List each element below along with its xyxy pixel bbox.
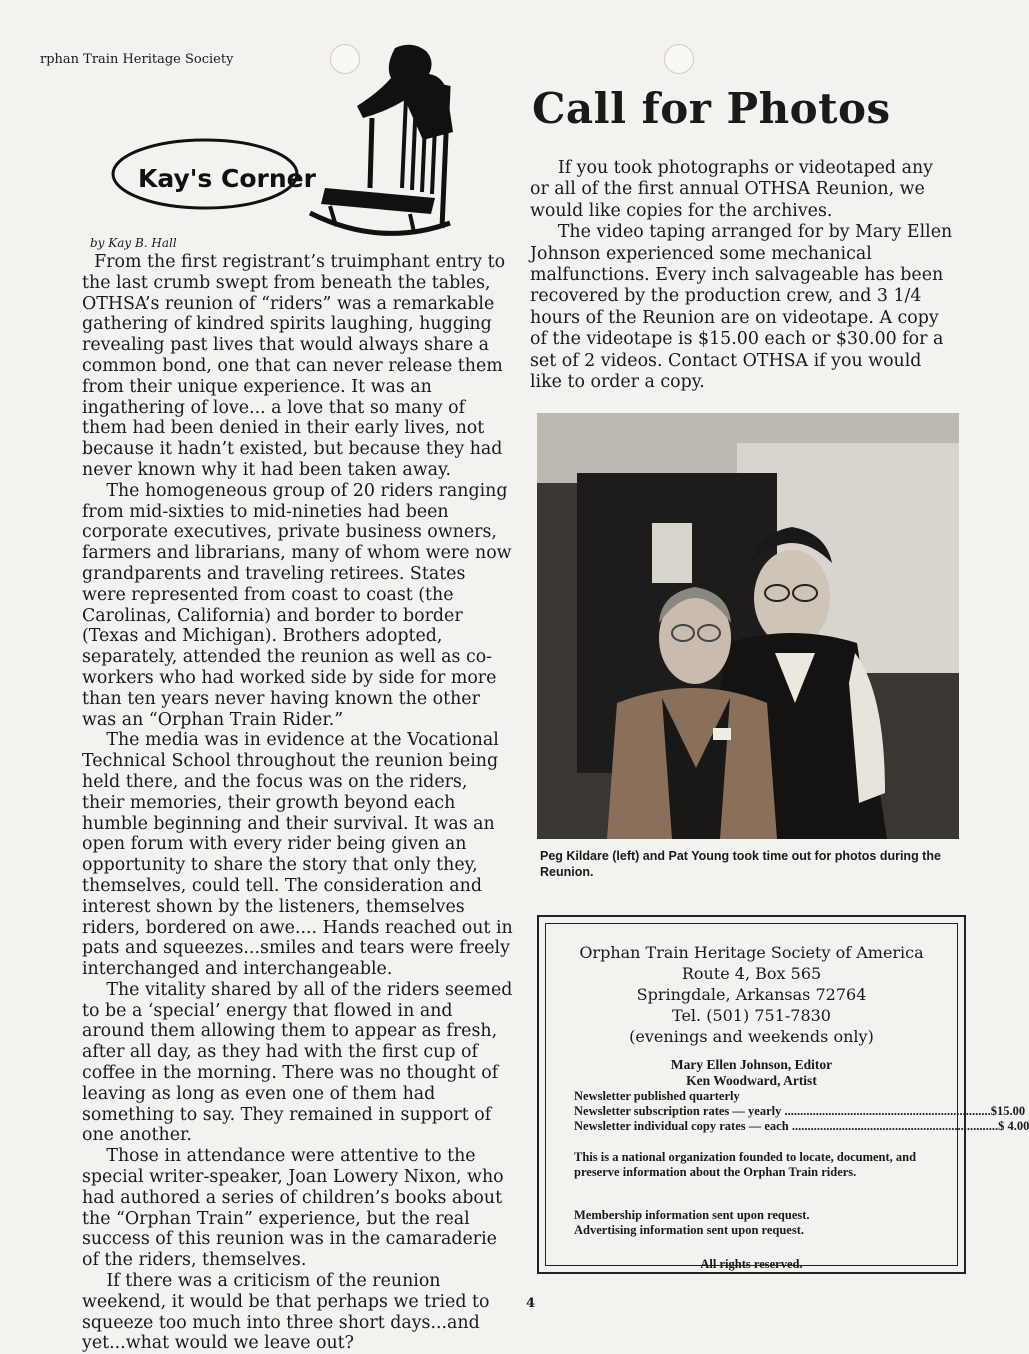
dot-leader: .................................................................. [781,1104,991,1118]
editor-credit: Mary Ellen Johnson, Editor [670,1057,833,1072]
membership-note: Membership information sent upon request. [574,1208,810,1222]
article-paragraph: From the first registrant’s truimphant entry to the last crumb swept from beneath the tables, OTHSA’s reunion of “riders” was a remarkable gathering of kindred spirits laughing, hugging revealing past lives that would always share a common bond, one that can never release them from their unique experience. It was an ingathering of love... a love that so many of them had been denied in their early lives, not because it hadn’t existed, but because they had never known why it had been taken away. [82,252,506,480]
artist-credit: Ken Woodward, Artist [686,1073,817,1088]
rate-label: Newsletter individual copy rates — each [574,1119,789,1133]
mission-statement: This is a national organization founded to locate, document, and preserve information about the Orphan Train riders. [574,1150,917,1179]
article-paragraph: The vitality shared by all of the riders seemed to be a ‘special’ energy that flowed in and around them allowing them to appear as fresh, after all day, as they had with the first cup of coffee in the morning. There was no thought of leaving as long as even one of them had something to say. They remained in support of one another. [82,979,513,1146]
org-name: Orphan Train Heritage Society of America [579,943,924,962]
organization-address [546,942,957,1047]
rocking-chair-illustration [110,38,455,243]
dot-leader: .................................................................. [788,1119,999,1133]
call-for-photos-title: Call for Photos [532,84,891,133]
running-header: rphan Train Heritage Society [40,52,234,67]
advertising-note: Advertising information sent upon request. [574,1223,804,1237]
article-paragraph: If there was a criticism of the reunion weekend, it would be that perhaps we tried to squeeze too much into three short days...and yet...what would we leave out? [82,1271,490,1354]
rights-notice: All rights reserved. [700,1257,803,1271]
staff-credits [546,1057,957,1089]
rate-price: $15.00 [990,1104,1026,1118]
rate-row [574,1119,1029,1134]
byline: by Kay B. Hall [90,236,177,250]
article-paragraph: The media was in evidence at the Vocational Technical School throughout the reunion being held there, and the focus was on the riders, their memories, their growth beyond each humble beginning and their survival. It was an open forum with every rider being given an opportunity to share the story that only they, themselves, could tell. The consideration and interest shown by the listeners, themselves riders, bordered on awe.... Hands reached out in pats and squeezes...smiles and tears were freely interchanged and interchangeable. [82,730,513,980]
kays-corner-title: Kay's Corner [138,164,316,193]
org-phone: Tel. (501) 751-7830 [672,1006,831,1025]
reunion-photo [537,413,959,839]
rate-label: Newsletter subscription rates — yearly [574,1104,782,1118]
organization-info-box [537,915,1029,1274]
org-hours: (evenings and weekends only) [629,1027,874,1046]
call-for-photos-body [530,158,955,393]
photo-caption: Peg Kildare (left) and Pat Young took time out for photos during the Reunion. [540,849,941,879]
article-paragraph: Those in attendance were attentive to the special writer-speaker, Joan Lowery Nixon, who had authored a series of children’s books about the “Orphan Train” experience, but the real success of this reunion was in the camaraderie of the riders, themselves. [82,1146,504,1271]
binder-hole [664,44,694,74]
newsletter-rates [574,1089,1029,1134]
publication-frequency: Newsletter published quarterly [574,1089,740,1103]
org-route: Route 4, Box 565 [681,964,822,983]
call-paragraph: The video taping arranged for by Mary Ellen Johnson experienced some mechanical malfunctions. Every inch salvageable has been recovered by the production crew, and 3 1/4 hours of the Reunion are on videotape. A copy of the videotape is $15.00 each or $30.00 for a set of 2 videos. Contact OTHSA if you would like to order a copy. [530,222,953,393]
kays-corner-heading [110,38,455,243]
page-number: 4 [526,1296,536,1311]
article-paragraph: The homogeneous group of 20 riders ranging from mid-sixties to mid-nineties had been corporate executives, private business owners, farmers and librarians, many of whom were now grandparents and traveling retirees. States were represented from coast to coast (the Carolinas, California) and border to border (Texas and Michigan). Brothers adopted, separately, attended the reunion as well as co-workers who had worked side by side for more than ten years never having known the other was an “Orphan Train Rider.” [82,480,512,730]
call-paragraph: If you took photographs or videotaped any or all of the first annual OTHSA Reunion, we would like copies for the archives. [530,158,933,221]
article-body [82,252,514,1354]
rate-row [574,1104,1026,1119]
org-city: Springdale, Arkansas 72764 [636,985,867,1004]
rate-price: $ 4.00 [998,1119,1029,1133]
